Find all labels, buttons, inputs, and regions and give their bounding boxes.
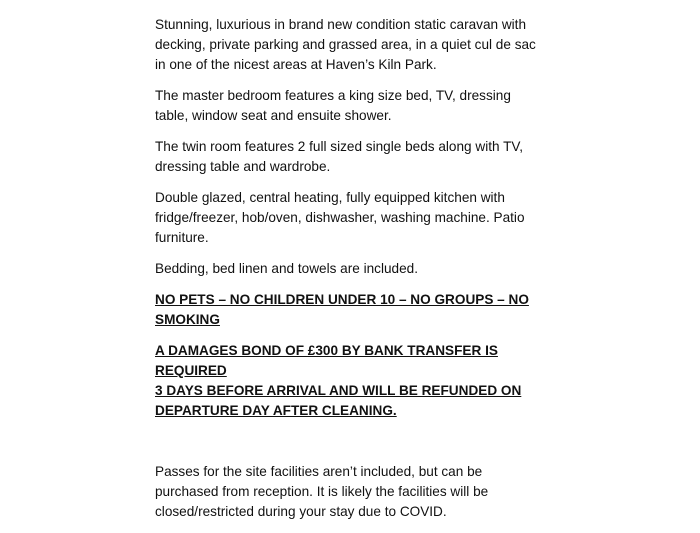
text-line: A DAMAGES BOND OF £300 BY BANK TRANSFER IS REQUIRED bbox=[155, 343, 498, 378]
text-line: closed/restricted during your stay due to COVID. bbox=[155, 504, 447, 519]
linen-paragraph bbox=[155, 259, 555, 279]
document-body bbox=[155, 15, 555, 533]
text-line: The twin room features 2 full sized single beds along with TV, bbox=[155, 139, 523, 154]
text-line: fridge/freezer, hob/oven, dishwasher, washing machine. Patio bbox=[155, 210, 525, 225]
twin-room-paragraph bbox=[155, 137, 555, 177]
text-line: Stunning, luxurious in brand new condition static caravan with bbox=[155, 17, 527, 32]
amenities-paragraph bbox=[155, 188, 555, 248]
text-line: NO PETS – NO CHILDREN UNDER 10 – NO GROUPS – NO bbox=[155, 292, 529, 307]
passes-paragraph bbox=[155, 462, 555, 522]
text-line: DEPARTURE DAY AFTER CLEANING. bbox=[155, 403, 397, 418]
text-line: Passes for the site facilities aren’t included, but can be bbox=[155, 464, 483, 479]
damages-bond-notice bbox=[155, 341, 555, 421]
text-line: decking, private parking and grassed area, in a quiet cul de sac bbox=[155, 37, 536, 52]
restrictions-notice bbox=[155, 290, 555, 330]
text-line: table, window seat and ensuite shower. bbox=[155, 108, 392, 123]
text-line: Double glazed, central heating, fully equipped kitchen with bbox=[155, 190, 505, 205]
text-line: dressing table and wardrobe. bbox=[155, 159, 331, 174]
text-line: 3 DAYS BEFORE ARRIVAL AND WILL BE REFUNDED ON bbox=[155, 383, 522, 398]
text-line: SMOKING bbox=[155, 312, 220, 327]
text-line: purchased from reception. It is likely the facilities will be bbox=[155, 484, 489, 499]
spacer bbox=[155, 432, 555, 462]
text-line: furniture. bbox=[155, 230, 209, 245]
master-bedroom-paragraph bbox=[155, 86, 555, 126]
text-line: in one of the nicest areas at Haven’s Kiln Park. bbox=[155, 57, 437, 72]
intro-paragraph bbox=[155, 15, 555, 75]
text-line: The master bedroom features a king size bed, TV, dressing bbox=[155, 88, 511, 103]
text-line: Bedding, bed linen and towels are included. bbox=[155, 261, 419, 276]
